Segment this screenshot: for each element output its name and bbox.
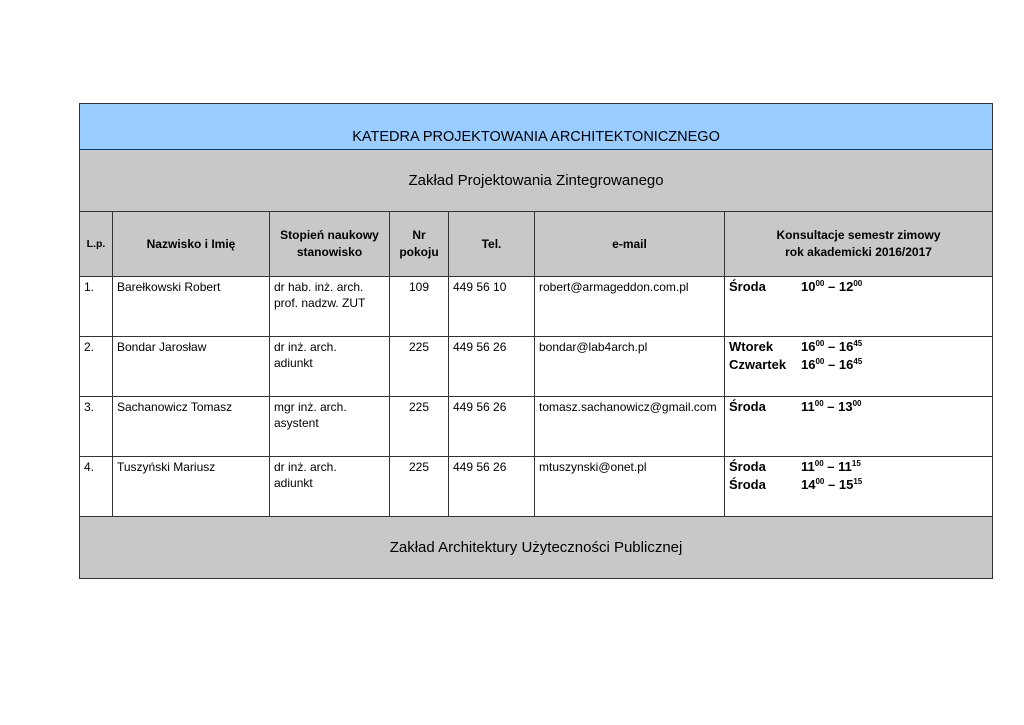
- row-room: 225: [390, 457, 449, 517]
- consult-slot: [729, 338, 988, 356]
- row-tel: 449 56 10: [449, 277, 535, 337]
- row-tel: 449 56 26: [449, 457, 535, 517]
- header-row: [80, 212, 993, 277]
- row-degree-line2: adiunkt: [274, 476, 313, 490]
- table-row: [80, 397, 993, 457]
- header-room-line2: pokoju: [399, 245, 439, 259]
- row-consult: [725, 337, 993, 397]
- faculty-title: KATEDRA PROJEKTOWANIA ARCHITEKTONICZNEGO: [352, 129, 720, 145]
- department-title: Zakład Projektowania Zintegrowanego: [80, 150, 993, 212]
- slot-time: $10^{00} - 12^{00}$: [801, 279, 863, 294]
- row-email[interactable]: bondar@lab4arch.pl: [535, 337, 725, 397]
- row-degree: [270, 337, 390, 397]
- consult-slot: [729, 458, 988, 476]
- slot-time: $16^{00} - 16^{45}$: [801, 339, 863, 354]
- table-row: [80, 457, 993, 517]
- header-degree: [270, 212, 390, 277]
- row-degree-line2: asystent: [274, 416, 319, 430]
- header-room: [390, 212, 449, 277]
- header-room-line1: Nr: [412, 228, 426, 242]
- row-degree-line2: prof. nadzw. ZUT: [274, 296, 366, 310]
- row-room: 225: [390, 397, 449, 457]
- table-row: [80, 277, 993, 337]
- row-name: Tuszyński Mariusz: [113, 457, 270, 517]
- row-email[interactable]: tomasz.sachanowicz@gmail.com: [535, 397, 725, 457]
- consult-slot: [729, 356, 988, 374]
- consult-slot: [729, 476, 988, 494]
- row-degree-line1: dr inż. arch.: [274, 340, 337, 354]
- slot-day: Środa: [729, 279, 766, 294]
- row-tel: 449 56 26: [449, 337, 535, 397]
- row-degree: [270, 277, 390, 337]
- row-lp: 3.: [80, 397, 113, 457]
- title-row: [80, 104, 993, 150]
- department-row: [80, 517, 993, 579]
- row-name: Bondar Jarosław: [113, 337, 270, 397]
- consult-slot: [729, 398, 988, 416]
- row-degree-line1: dr inż. arch.: [274, 460, 337, 474]
- row-degree-line1: dr hab. inż. arch.: [274, 280, 364, 294]
- header-email: e-mail: [535, 212, 725, 277]
- slot-time: $11^{00} - 13^{00}$: [801, 399, 862, 414]
- row-degree-line1: mgr inż. arch.: [274, 400, 347, 414]
- row-lp: 2.: [80, 337, 113, 397]
- header-name: Nazwisko i Imię: [113, 212, 270, 277]
- row-degree-line2: adiunkt: [274, 356, 313, 370]
- header-lp: L.p.: [80, 212, 113, 277]
- row-name: Sachanowicz Tomasz: [113, 397, 270, 457]
- row-tel: 449 56 26: [449, 397, 535, 457]
- row-name: Barełkowski Robert: [113, 277, 270, 337]
- slot-day: Wtorek: [729, 339, 774, 354]
- slot-day: Środa: [729, 459, 766, 474]
- faculty-title-cell: [80, 104, 993, 150]
- row-room: 225: [390, 337, 449, 397]
- row-degree: [270, 397, 390, 457]
- slot-time: $11^{00} - 11^{15}$: [801, 459, 861, 474]
- row-degree: [270, 457, 390, 517]
- table-row: [80, 337, 993, 397]
- department-row: [80, 150, 993, 212]
- slot-day: Czwartek: [729, 357, 787, 372]
- row-email[interactable]: mtuszynski@onet.pl: [535, 457, 725, 517]
- slot-time: $14^{00} - 15^{15}$: [801, 477, 863, 492]
- header-consult-line1: Konsultacje semestr zimowy: [776, 228, 941, 242]
- row-email[interactable]: robert@armageddon.com.pl: [535, 277, 725, 337]
- department-title: Zakład Architektury Użyteczności Publicznej: [80, 517, 993, 579]
- slot-time: $16^{00} - 16^{45}$: [801, 357, 863, 372]
- header-degree-line2: stanowisko: [296, 245, 363, 259]
- row-consult: [725, 277, 993, 337]
- slot-day: Środa: [729, 477, 766, 492]
- header-degree-line1: Stopień naukowy: [280, 228, 379, 242]
- header-tel: Tel.: [449, 212, 535, 277]
- header-consult: [725, 212, 993, 277]
- row-lp: 1.: [80, 277, 113, 337]
- row-consult: [725, 457, 993, 517]
- header-consult-line2: rok akademicki 2016/2017: [785, 245, 932, 259]
- staff-table: [79, 103, 993, 579]
- slot-day: Środa: [729, 399, 766, 414]
- row-consult: [725, 397, 993, 457]
- row-lp: 4.: [80, 457, 113, 517]
- row-room: 109: [390, 277, 449, 337]
- consult-slot: [729, 278, 988, 296]
